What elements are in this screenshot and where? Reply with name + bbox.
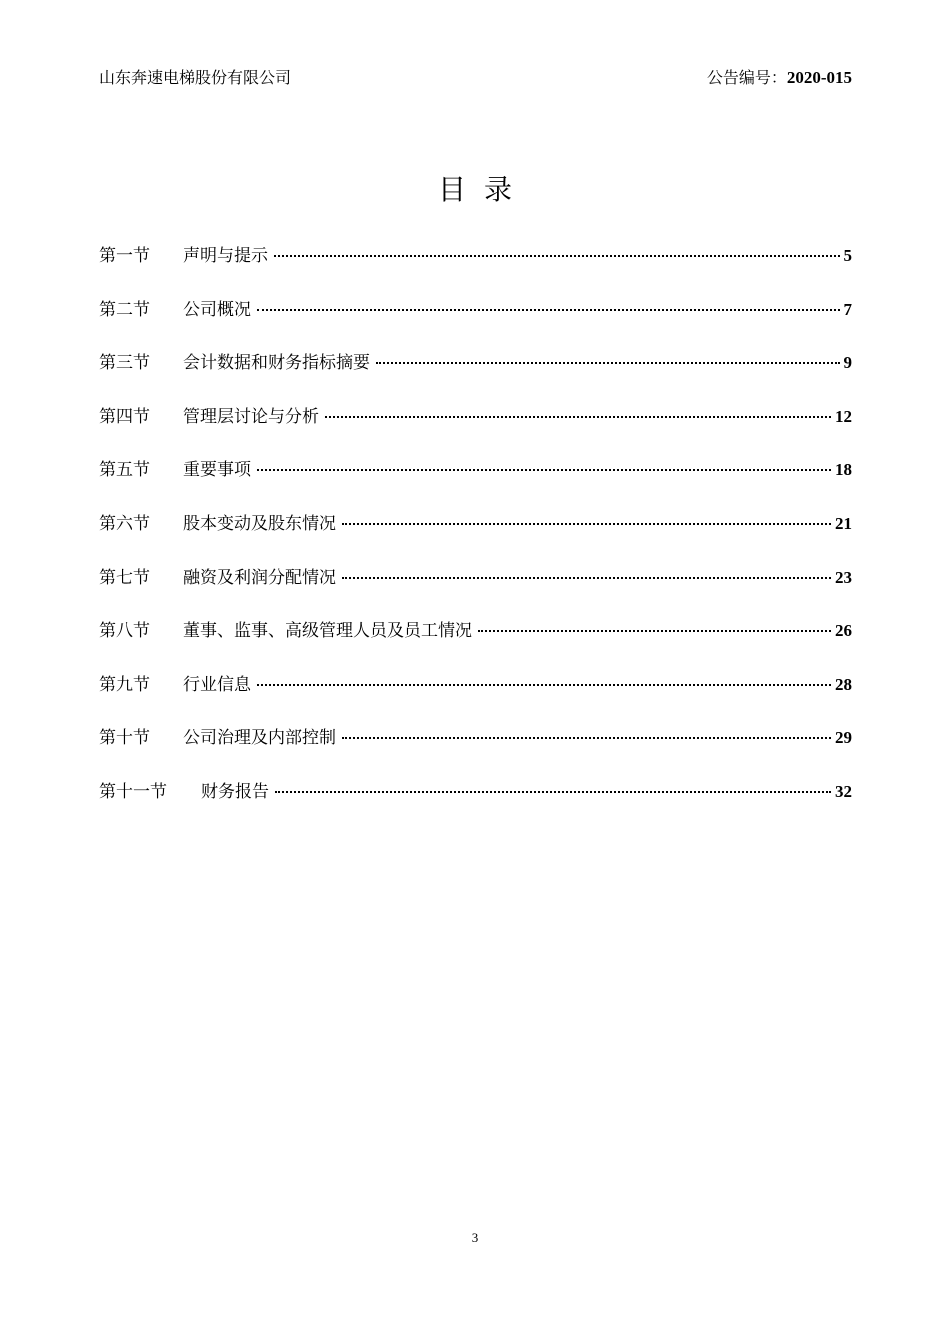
toc-section-number: 第一节 (99, 246, 150, 266)
toc-section-number: 第十一节 (99, 781, 167, 802)
toc-entry[interactable] (99, 778, 852, 832)
toc-section-number: 第六节 (99, 513, 150, 534)
notice-label: 公告编号： (706, 68, 787, 87)
page-header (99, 66, 852, 90)
toc-entry[interactable] (99, 510, 852, 564)
toc-section-title: 行业信息 (183, 674, 251, 695)
toc-page-number: 18 (835, 460, 852, 480)
toc-entry[interactable] (99, 296, 852, 350)
toc-dot-leader (275, 791, 831, 793)
toc-section-title: 声明与提示 (183, 246, 268, 266)
toc-dot-leader (478, 630, 831, 632)
toc-page-number: 28 (835, 674, 852, 694)
toc-dot-leader (325, 416, 831, 418)
toc-section-title: 董事、监事、高级管理人员及员工情况 (183, 621, 472, 642)
toc-page-number: 9 (843, 353, 852, 373)
toc-page-number: 32 (835, 781, 852, 801)
toc-section-number: 第三节 (99, 353, 150, 374)
toc-dot-leader (342, 523, 831, 525)
toc-page-number: 7 (843, 299, 852, 319)
toc-section-number: 第四节 (99, 406, 150, 427)
toc-page-number: 21 (835, 513, 852, 533)
toc-dot-leader (342, 577, 831, 579)
toc-section-number: 第二节 (99, 299, 150, 320)
toc-section-title: 公司治理及内部控制 (183, 728, 336, 749)
toc-title: 目录 (437, 173, 530, 206)
toc-section-title: 管理层讨论与分析 (183, 406, 319, 427)
toc-entry[interactable] (99, 617, 852, 671)
toc-entry[interactable] (99, 564, 852, 618)
toc-dot-leader (257, 684, 831, 686)
toc-entry[interactable] (99, 242, 852, 296)
toc-dot-leader (274, 255, 840, 257)
toc-section-number: 第九节 (99, 674, 150, 695)
toc-section-title: 公司概况 (183, 299, 251, 320)
toc-entry[interactable] (99, 671, 852, 725)
toc-page-number: 29 (835, 728, 852, 748)
toc-dot-leader (342, 737, 831, 739)
toc-entry[interactable] (99, 349, 852, 403)
toc-page-number: 5 (843, 246, 852, 265)
toc-section-title: 财务报告 (201, 781, 269, 802)
toc-dot-leader (376, 362, 840, 364)
toc-entry[interactable] (99, 403, 852, 457)
notice-number-value: 2020-015 (786, 68, 852, 87)
toc-entry[interactable] (99, 456, 852, 510)
toc-section-title: 融资及利润分配情况 (183, 567, 336, 588)
company-name: 山东奔速电梯股份有限公司 (99, 68, 292, 87)
toc-section-title: 会计数据和财务指标摘要 (183, 353, 370, 374)
toc-page-number: 12 (835, 406, 852, 426)
toc-section-number: 第七节 (99, 567, 150, 588)
toc-page-number: 23 (835, 567, 852, 587)
toc-section-number: 第五节 (99, 460, 150, 481)
toc-section-title: 重要事项 (183, 460, 251, 481)
toc-dot-leader (257, 469, 831, 471)
notice-number (707, 66, 852, 90)
toc-section-number: 第八节 (99, 621, 150, 642)
toc-entry[interactable] (99, 724, 852, 778)
table-of-contents (99, 242, 852, 832)
toc-section-number: 第十节 (99, 728, 150, 749)
toc-dot-leader (257, 309, 840, 311)
toc-page-number: 26 (835, 621, 852, 641)
toc-section-title: 股本变动及股东情况 (183, 513, 336, 534)
page-number: 3 (471, 1230, 479, 1245)
